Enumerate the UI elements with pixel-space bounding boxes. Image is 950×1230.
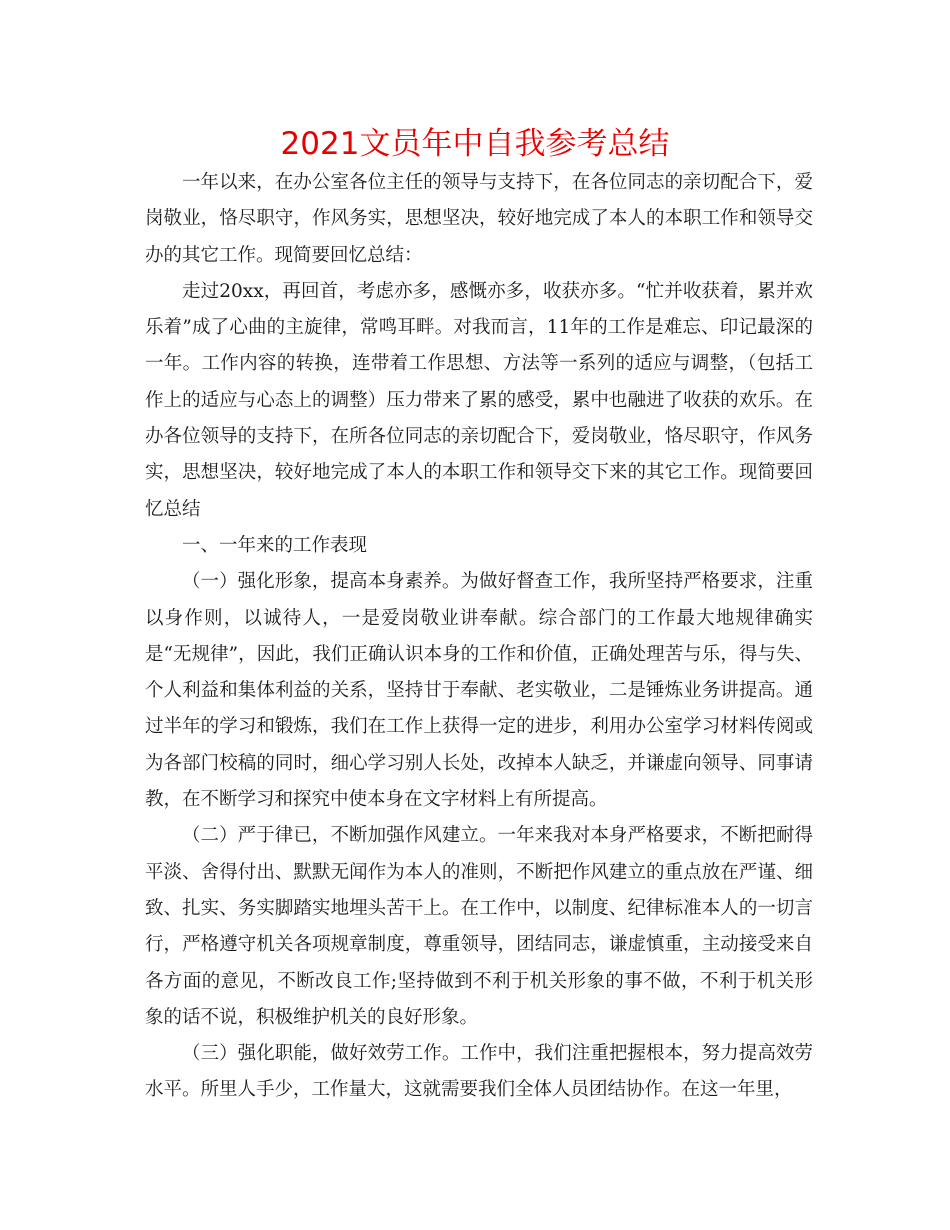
section-heading-performance: 一、一年来的工作表现 [182, 534, 368, 556]
paragraph-section-3: （三）强化职能，做好效劳工作。工作中，我们注重把握根本，努力提高效劳水平。所里人手少，工作量大，这就需要我们全体人员团结协作。在这一年里， [145, 1043, 813, 1101]
document-body [145, 165, 813, 1109]
paragraph-review: 走过20xx，再回首，考虑亦多，感慨亦多，收获亦多。“忙并收获着，累并欢乐着”成了心曲的主旋律，常鸣耳畔。对我而言，11年的工作是难忘、印记最深的一年。工作内容的转换，连带着工作思想、方法等一系列的适应与调整，（包括工作上的适应与心态上的调整）压力带来了累的感受，累中也融进了收获的欢乐。在办各位领导的支持下，在所各位同志的亲切配合下，爱岗敬业，恪尽职守，作风务实，思想坚决，较好地完成了本人的本职工作和领导交下来的其它工作。现简要回忆总结 [145, 280, 813, 520]
document-title: 2021文员年中自我参考总结 [280, 126, 670, 162]
paragraph-section-1: （一）强化形象，提高本身素养。为做好督查工作，我所坚持严格要求，注重以身作则，以诚待人，一是爱岗敬业讲奉献。综合部门的工作最大地规律确实是“无规律”，因此，我们正确认识本身的工作和价值，正确处理苦与乐，得与失、个人利益和集体利益的关系，坚持甘于奉献、老实敬业，二是锤炼业务讲提高。通过半年的学习和锻炼，我们在工作上获得一定的进步，利用办公室学习材料传阅或为各部门校稿的同时，细心学习别人长处，改掉本人缺乏，并谦虚向领导、同事请教，在不断学习和探究中使本身在文字材料上有所提高。 [145, 571, 813, 811]
paragraph-intro: 一年以来，在办公室各位主任的领导与支持下，在各位同志的亲切配合下，爱岗敬业，恪尽职守，作风务实，思想坚决，较好地完成了本人的本职工作和领导交办的其它工作。现简要回忆总结： [145, 172, 813, 266]
paragraph-section-2: （二）严于律已，不断加强作风建立。一年来我对本身严格要求，不断把耐得平淡、舍得付出、默默无闻作为本人的准则，不断把作风建立的重点放在严谨、细致、扎实、务实脚踏实地埋头苦干上。在工作中，以制度、纪律标准本人的一切言行，严格遵守机关各项规章制度，尊重领导，团结同志，谦虚慎重，主动接受来自各方面的意见，不断改良工作;坚持做到不利于机关形象的事不做，不利于机关形象的话不说，积极维护机关的良好形象。 [145, 825, 813, 1028]
